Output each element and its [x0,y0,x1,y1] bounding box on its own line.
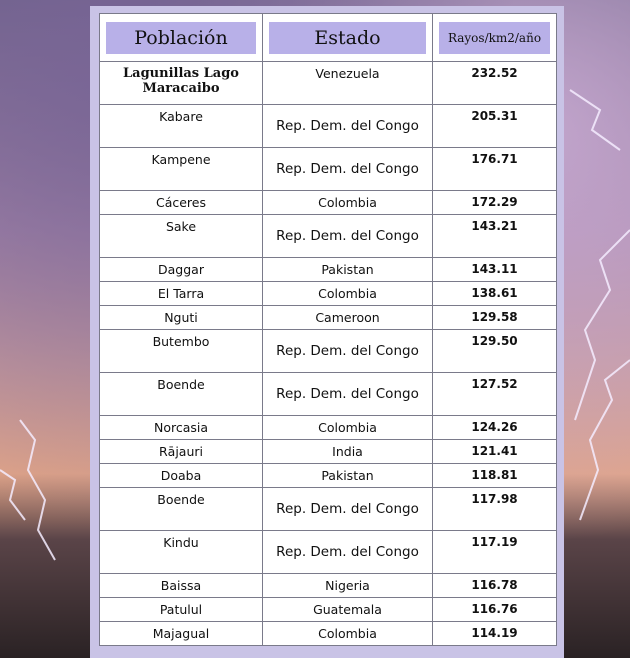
table-row [100,440,557,464]
cell-rayos: 116.76 [433,598,557,622]
cell-rayos: 118.81 [433,464,557,488]
cell-rayos: 176.71 [433,148,557,191]
cell-poblacion: Nguti [100,306,263,330]
cell-poblacion: Kampene [100,148,263,191]
cell-poblacion: Majagual [100,622,263,646]
cell-estado: Rep. Dem. del Congo [263,330,433,373]
table-row [100,282,557,306]
header-poblacion [100,14,263,62]
cell-poblacion: Kindu [100,531,263,574]
cell-poblacion: Daggar [100,258,263,282]
cell-rayos: 129.58 [433,306,557,330]
cell-rayos: 232.52 [433,62,557,105]
cell-estado: Rep. Dem. del Congo [263,488,433,531]
cell-estado: Pakistan [263,464,433,488]
lightning-bolt-right [575,230,630,420]
cell-estado: Colombia [263,416,433,440]
cell-estado: Rep. Dem. del Congo [263,148,433,191]
cell-poblacion: Lagunillas Lago Maracaibo [100,62,263,105]
table-row [100,488,557,531]
table-row [100,373,557,416]
cell-poblacion: Doaba [100,464,263,488]
lightning-bolt-left-2 [0,470,25,520]
cell-rayos: 205.31 [433,105,557,148]
table-row [100,306,557,330]
cell-estado: Colombia [263,622,433,646]
cell-rayos: 117.98 [433,488,557,531]
cell-poblacion: Boende [100,488,263,531]
header-estado-label: Estado [269,22,426,54]
table-row [100,598,557,622]
cell-estado: Cameroon [263,306,433,330]
cell-rayos: 117.19 [433,531,557,574]
table-row [100,464,557,488]
cell-rayos: 114.19 [433,622,557,646]
cell-rayos: 124.26 [433,416,557,440]
cell-estado: Nigeria [263,574,433,598]
cell-poblacion: Boende [100,373,263,416]
cell-estado: Venezuela [263,62,433,105]
header-estado [263,14,433,62]
cell-rayos: 172.29 [433,191,557,215]
cell-rayos: 116.78 [433,574,557,598]
cell-poblacion: Patulul [100,598,263,622]
cell-rayos: 143.11 [433,258,557,282]
table-row [100,191,557,215]
cell-poblacion: Sake [100,215,263,258]
header-rayos [433,14,557,62]
cell-estado: Rep. Dem. del Congo [263,373,433,416]
table-row [100,531,557,574]
table-header-row [100,14,557,62]
cell-estado: India [263,440,433,464]
header-poblacion-label: Población [106,22,256,54]
cell-poblacion: Kabare [100,105,263,148]
cell-estado: Rep. Dem. del Congo [263,531,433,574]
lightning-bolt-top-right [570,90,620,150]
table-row [100,622,557,646]
cell-estado: Rep. Dem. del Congo [263,215,433,258]
table-row [100,148,557,191]
table-row [100,62,557,105]
cell-estado: Rep. Dem. del Congo [263,105,433,148]
cell-rayos: 127.52 [433,373,557,416]
cell-estado: Pakistan [263,258,433,282]
table-row [100,258,557,282]
table-row [100,574,557,598]
table-row [100,215,557,258]
cell-poblacion: Rājauri [100,440,263,464]
cell-rayos: 129.50 [433,330,557,373]
cell-estado: Colombia [263,282,433,306]
lightning-table [99,13,557,646]
cell-estado: Guatemala [263,598,433,622]
cell-poblacion: Baissa [100,574,263,598]
table-row [100,330,557,373]
cell-poblacion: El Tarra [100,282,263,306]
cell-poblacion: Butembo [100,330,263,373]
cell-rayos: 143.21 [433,215,557,258]
table-row [100,105,557,148]
cell-estado: Colombia [263,191,433,215]
table-row [100,416,557,440]
lightning-bolt-left [20,420,55,560]
header-rayos-label: Rayos/km2/año [439,22,550,54]
cell-poblacion: Cáceres [100,191,263,215]
cell-poblacion: Norcasia [100,416,263,440]
cell-rayos: 138.61 [433,282,557,306]
cell-rayos: 121.41 [433,440,557,464]
